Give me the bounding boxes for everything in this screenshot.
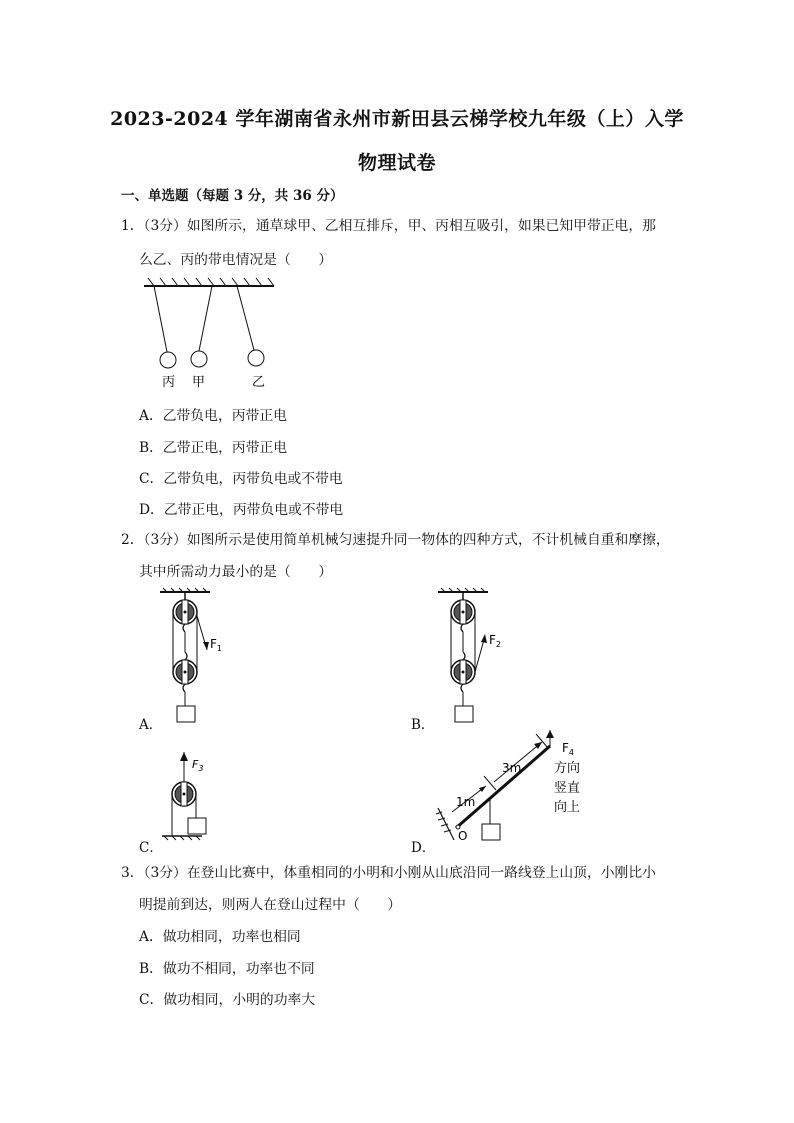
section-heading: 一、单选题（每题 3 分，共 36 分） bbox=[121, 188, 344, 204]
question-3-text: 3．（3分）在登山比赛中，体重相同的小明和小刚从山底沿同一路线登上山顶，小刚比小 bbox=[121, 865, 656, 881]
svg-text:1m: 1m bbox=[456, 795, 476, 809]
svg-text:F1: $F_1$ bbox=[210, 637, 222, 653]
q2-option-d[interactable]: D． bbox=[411, 840, 436, 856]
question-2-text: 2．（3分）如图所示是使用简单机械匀速提升同一物体的四种方式，不计机械自重和摩擦， bbox=[121, 532, 670, 548]
q3-option-c[interactable]: C．做功相同，小明的功率大 bbox=[139, 992, 316, 1008]
svg-text:F4: $F_4$ bbox=[562, 741, 574, 757]
figure-b-pulley-block bbox=[433, 588, 513, 732]
q1-option-b[interactable]: B．乙带正电，丙带正电 bbox=[139, 440, 288, 456]
q3-option-b[interactable]: B．做功不相同，功率也不同 bbox=[139, 961, 315, 977]
figure-c-pulley bbox=[162, 752, 232, 846]
q2-option-b[interactable]: B． bbox=[411, 717, 435, 733]
label-jia: 甲 bbox=[192, 375, 206, 390]
figure-d-lever bbox=[428, 730, 598, 849]
q2-option-c[interactable]: C． bbox=[139, 840, 163, 856]
exam-title-line1: 2023-2024 学年湖南省永州市新田县云梯学校九年级（上）入学 bbox=[110, 108, 684, 130]
question-1-text-cont: 么乙、丙的带电情况是（ ） bbox=[139, 252, 333, 268]
svg-text:F2: $F_2$ bbox=[489, 633, 501, 649]
svg-text:方向: 方向 bbox=[554, 761, 581, 776]
question-2-text-cont: 其中所需动力最小的是（ ） bbox=[139, 564, 333, 580]
svg-text:3m: 3m bbox=[502, 761, 522, 775]
figure-pith-balls bbox=[140, 278, 280, 402]
svg-text:竖直: 竖直 bbox=[554, 781, 581, 796]
question-3-text-cont: 明提前到达，则两人在登山过程中（ ） bbox=[139, 897, 402, 913]
figure-a-pulley-block bbox=[155, 588, 235, 732]
question-1-text: 1．（3分）如图所示，通草球甲、乙相互排斥，甲、丙相互吸引，如果已知甲带正电，那 bbox=[121, 218, 656, 234]
q3-option-a[interactable]: A．做功相同，功率也相同 bbox=[139, 929, 301, 945]
q1-option-a[interactable]: A．乙带负电，丙带正电 bbox=[139, 408, 287, 424]
svg-text:向上: 向上 bbox=[554, 800, 581, 815]
ball-yi bbox=[248, 350, 264, 366]
svg-text:F3: $F_3$ bbox=[192, 758, 204, 773]
label-bing: 丙 bbox=[162, 375, 176, 390]
q2-option-a[interactable]: A． bbox=[139, 717, 163, 733]
label-yi: 乙 bbox=[252, 375, 266, 390]
exam-title-line2: 物理试卷 bbox=[357, 152, 436, 174]
q1-option-c[interactable]: C．乙带负电，丙带负电或不带电 bbox=[139, 471, 343, 487]
q1-option-d[interactable]: D．乙带正电，丙带负电或不带电 bbox=[139, 502, 344, 518]
ball-jia bbox=[191, 351, 207, 367]
svg-text:O: O bbox=[458, 829, 468, 843]
ball-bing bbox=[160, 352, 176, 368]
